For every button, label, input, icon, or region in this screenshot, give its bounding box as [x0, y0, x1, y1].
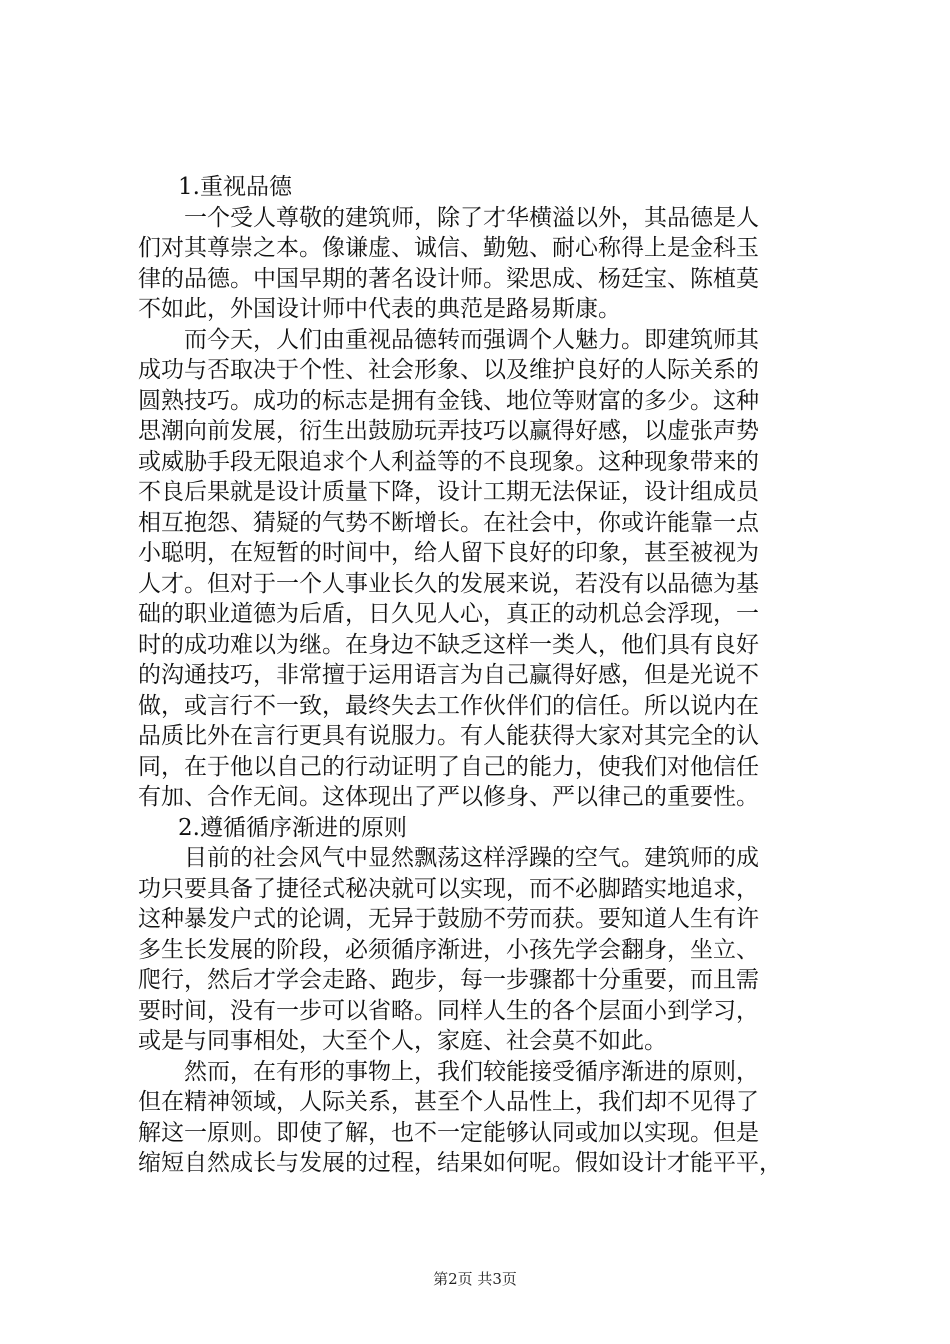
paragraph	[138, 203, 826, 325]
paragraph-line: 相互抱怨、猜疑的气势不断增长。在社会中，你或许能靠一点	[138, 509, 759, 536]
paragraph-line: 缩短自然成长与发展的过程，结果如何呢。假如设计才能平平，	[138, 1150, 782, 1176]
paragraph-line: 多生长发展的阶段，必须循序渐进，小孩先学会翻身，坐立、	[138, 936, 759, 963]
paragraph	[138, 843, 826, 1057]
paragraph-line: 然而，在有形的事物上，我们较能接受循序渐进的原则，	[184, 1058, 759, 1085]
paragraph-line: 这种暴发户式的论调，无异于鼓励不劳而获。要知道人生有许	[138, 906, 759, 932]
paragraph-line: 同，在于他以自己的行动证明了自己的能力，使我们对他信任	[138, 753, 759, 780]
paragraph-line: 时的成功难以为继。在身边不缺乏这样一类人，他们具有良好	[138, 631, 759, 658]
document-body	[138, 172, 826, 1179]
section-heading: 1.重视品德	[178, 174, 292, 200]
paragraph-line: 圆熟技巧。成功的标志是拥有金钱、地位等财富的多少。这种	[138, 387, 759, 414]
paragraph-line: 成功与否取决于个性、社会形象、以及维护良好的人际关系的	[138, 357, 759, 383]
section-heading: 2.遵循循序渐进的原则	[178, 814, 407, 841]
paragraph-line: 的沟通技巧，非常擅于运用语言为自己赢得好感，但是光说不	[138, 662, 759, 688]
paragraph-line: 不良后果就是设计质量下降，设计工期无法保证，设计组成员	[138, 479, 759, 505]
paragraph-line: 不如此，外国设计师中代表的典范是路易斯康。	[138, 296, 621, 322]
paragraph-line: 目前的社会风气中显然飘荡这样浮躁的空气。建筑师的成	[184, 845, 759, 871]
paragraph-line: 础的职业道德为后盾，日久见人心，真正的动机总会浮现，一	[138, 601, 759, 627]
paragraph-line: 做，或言行不一致，最终失去工作伙伴们的信任。所以说内在	[138, 692, 759, 719]
paragraph-line: 但在精神领域，人际关系，甚至个人品性上，我们却不见得了	[138, 1089, 759, 1115]
paragraph-line: 解这一原则。即使了解，也不一定能够认同或加以实现。但是	[138, 1119, 759, 1146]
paragraph-line: 或威胁手段无限追求个人利益等的不良现象。这种现象带来的	[138, 448, 759, 475]
paragraph	[138, 1057, 826, 1179]
page-footer: 第2页 共3页	[433, 1270, 517, 1288]
paragraph-line: 律的品德。中国早期的著名设计师。梁思成、杨廷宝、陈植莫	[138, 265, 759, 292]
paragraph-line: 小聪明，在短暂的时间中，给人留下良好的印象，甚至被视为	[138, 540, 759, 566]
paragraph-line: 或是与同事相处，大至个人，家庭、社会莫不如此。	[138, 1028, 667, 1054]
paragraph-line: 而今天，人们由重视品德转而强调个人魅力。即建筑师其	[184, 326, 759, 353]
paragraph-line: 一个受人尊敬的建筑师，除了才华横溢以外，其品德是人	[184, 204, 759, 231]
paragraph-line: 爬行，然后才学会走路、跑步，每一步骤都十分重要，而且需	[138, 967, 759, 993]
paragraph	[138, 325, 826, 813]
paragraph-line: 有加、合作无间。这体现出了严以修身、严以律己的重要性。	[138, 784, 759, 810]
paragraph-line: 品质比外在言行更具有说服力。有人能获得大家对其完全的认	[138, 723, 759, 749]
paragraph-line: 要时间，没有一步可以省略。同样人生的各个层面小到学习，	[138, 997, 759, 1024]
paragraph-line: 人才。但对于一个人事业长久的发展来说，若没有以品德为基	[138, 570, 759, 597]
paragraph-line: 们对其尊崇之本。像谦虚、诚信、勤勉、耐心称得上是金科玉	[138, 235, 759, 261]
paragraph-line: 功只要具备了捷径式秘决就可以实现，而不必脚踏实地追求，	[138, 875, 759, 902]
paragraph-line: 思潮向前发展，衍生出鼓励玩弄技巧以赢得好感，以虚张声势	[138, 418, 759, 444]
